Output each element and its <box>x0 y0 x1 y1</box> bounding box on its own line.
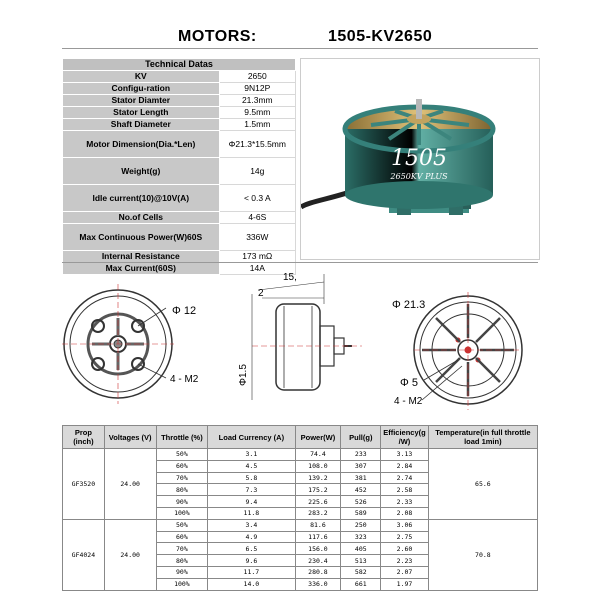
current-cell: 6.5 <box>208 543 295 555</box>
pull-cell: 405 <box>341 543 381 555</box>
spec-label: Configu-ration <box>63 83 220 95</box>
performance-table <box>62 425 538 591</box>
motor-shaft <box>416 99 422 119</box>
pull-cell: 582 <box>341 566 381 578</box>
spec-value: 9N12P <box>219 83 295 95</box>
efficiency-cell: 2.23 <box>381 555 429 567</box>
spec-value: 2650 <box>219 71 295 83</box>
spec-value: 9.5mm <box>219 107 295 119</box>
power-cell: 81.6 <box>295 519 341 531</box>
current-cell: 4.9 <box>208 531 295 543</box>
pull-cell: 513 <box>341 555 381 567</box>
dim-213-label: Φ 21.3 <box>392 299 426 311</box>
pull-cell: 381 <box>341 472 381 484</box>
voltage-cell: 24.00 <box>104 519 156 590</box>
power-cell: 156.0 <box>295 543 341 555</box>
dim-m2-left-label: 4 - M2 <box>170 374 199 385</box>
page-header <box>0 28 600 50</box>
throttle-cell: 100% <box>156 578 208 590</box>
spec-label: Motor Dimension(Dia.*Len) <box>63 131 220 158</box>
current-cell: 5.8 <box>208 472 295 484</box>
header-rule <box>62 48 538 49</box>
col-header-efficiency: Efficiency(g /W) <box>381 426 429 449</box>
section-rule <box>62 262 538 263</box>
power-cell: 225.6 <box>295 496 341 508</box>
efficiency-cell: 3.06 <box>381 519 429 531</box>
throttle-cell: 60% <box>156 460 208 472</box>
efficiency-cell: 2.75 <box>381 531 429 543</box>
power-cell: 74.4 <box>295 449 341 461</box>
pull-cell: 589 <box>341 507 381 519</box>
power-cell: 230.4 <box>295 555 341 567</box>
throttle-cell: 70% <box>156 543 208 555</box>
bottom-view-drawing <box>62 284 174 404</box>
spec-label: KV <box>63 71 220 83</box>
efficiency-cell: 2.08 <box>381 507 429 519</box>
efficiency-cell: 2.58 <box>381 484 429 496</box>
efficiency-cell: 2.07 <box>381 566 429 578</box>
pull-cell: 661 <box>341 578 381 590</box>
side-view-drawing <box>252 274 362 400</box>
spec-value: 14A <box>219 263 295 275</box>
temperature-cell: 65.6 <box>428 449 537 520</box>
col-header-throttle: Throttle (%) <box>156 426 208 449</box>
throttle-cell: 80% <box>156 555 208 567</box>
col-header-voltage: Voltages (V) <box>104 426 156 449</box>
throttle-cell: 90% <box>156 496 208 508</box>
spec-label: Internal Resistance <box>63 251 220 263</box>
pull-cell: 307 <box>341 460 381 472</box>
voltage-cell: 24.00 <box>104 449 156 520</box>
pull-cell: 323 <box>341 531 381 543</box>
dim-m2-right-label: 4 - M2 <box>394 396 423 407</box>
pull-cell: 250 <box>341 519 381 531</box>
dim-5-label: Φ 5 <box>400 377 418 389</box>
efficiency-cell: 3.13 <box>381 449 429 461</box>
table-row <box>63 449 538 461</box>
power-cell: 139.2 <box>295 472 341 484</box>
current-cell: 9.4 <box>208 496 295 508</box>
spec-label: No.of Cells <box>63 212 220 224</box>
spec-value: 173 mΩ <box>219 251 295 263</box>
throttle-cell: 80% <box>156 484 208 496</box>
current-cell: 14.0 <box>208 578 295 590</box>
spec-label: Stator Length <box>63 107 220 119</box>
spec-label: Max Continuous Power(W)60S <box>63 224 220 251</box>
dim-15-label: 15, <box>283 272 297 283</box>
power-cell: 280.8 <box>295 566 341 578</box>
motor-photo <box>300 58 540 260</box>
motor-illustration <box>301 59 539 259</box>
table-row <box>63 519 538 531</box>
efficiency-cell: 1.97 <box>381 578 429 590</box>
motor-print-kv: 2650KV PLUS <box>390 172 448 181</box>
col-header-pull: Pull(g) <box>341 426 381 449</box>
spec-label: Weight(g) <box>63 158 220 185</box>
throttle-cell: 50% <box>156 449 208 461</box>
technical-datas-table <box>62 58 296 275</box>
efficiency-cell: 2.33 <box>381 496 429 508</box>
dim-shaft-label: Φ1.5 <box>238 364 249 386</box>
current-cell: 11.7 <box>208 566 295 578</box>
pull-cell: 526 <box>341 496 381 508</box>
throttle-cell: 90% <box>156 566 208 578</box>
prop-cell: GF3520 <box>63 449 105 520</box>
col-header-power: Power(W) <box>295 426 341 449</box>
spec-label: Shaft Diameter <box>63 119 220 131</box>
spec-value: 1.5mm <box>219 119 295 131</box>
throttle-cell: 70% <box>156 472 208 484</box>
power-cell: 108.0 <box>295 460 341 472</box>
dim-2-label: 2 <box>258 288 264 299</box>
power-cell: 175.2 <box>295 484 341 496</box>
spec-value: Φ21.3*15.5mm <box>219 131 295 158</box>
temperature-cell: 70.8 <box>428 519 537 590</box>
current-cell: 3.1 <box>208 449 295 461</box>
efficiency-cell: 2.60 <box>381 543 429 555</box>
efficiency-cell: 2.74 <box>381 472 429 484</box>
spec-value: 4-6S <box>219 212 295 224</box>
power-cell: 283.2 <box>295 507 341 519</box>
current-cell: 11.8 <box>208 507 295 519</box>
spec-label: Max Current(60S) <box>63 263 220 275</box>
spec-value: 336W <box>219 224 295 251</box>
col-header-temperature: Temperature(in full throttle load 1min) <box>428 426 537 449</box>
throttle-cell: 100% <box>156 507 208 519</box>
power-cell: 117.6 <box>295 531 341 543</box>
spec-value: 14g <box>219 158 295 185</box>
spec-value: < 0.3 A <box>219 185 295 212</box>
spec-value: 21.3mm <box>219 95 295 107</box>
pull-cell: 233 <box>341 449 381 461</box>
col-header-prop: Prop (inch) <box>63 426 105 449</box>
prop-cell: GF4024 <box>63 519 105 590</box>
top-view-drawing <box>414 292 522 410</box>
efficiency-cell: 2.84 <box>381 460 429 472</box>
spec-label: Stator Diamter <box>63 95 220 107</box>
current-cell: 3.4 <box>208 519 295 531</box>
throttle-cell: 50% <box>156 519 208 531</box>
pull-cell: 452 <box>341 484 381 496</box>
current-cell: 7.3 <box>208 484 295 496</box>
motor-model-title: 1505-KV2650 <box>328 28 433 45</box>
power-cell: 336.0 <box>295 578 341 590</box>
current-cell: 4.5 <box>208 460 295 472</box>
specs-title: Technical Datas <box>63 59 296 71</box>
throttle-cell: 60% <box>156 531 208 543</box>
motor-dimension-drawing <box>62 264 538 418</box>
col-header-current: Load Currency (A) <box>208 426 295 449</box>
motor-print-model: 1505 <box>391 146 447 171</box>
header-label: MOTORS: <box>178 28 257 45</box>
dim-12-label: Φ 12 <box>172 305 197 317</box>
current-cell: 9.6 <box>208 555 295 567</box>
spec-label: Idle current(10)@10V(A) <box>63 185 220 212</box>
